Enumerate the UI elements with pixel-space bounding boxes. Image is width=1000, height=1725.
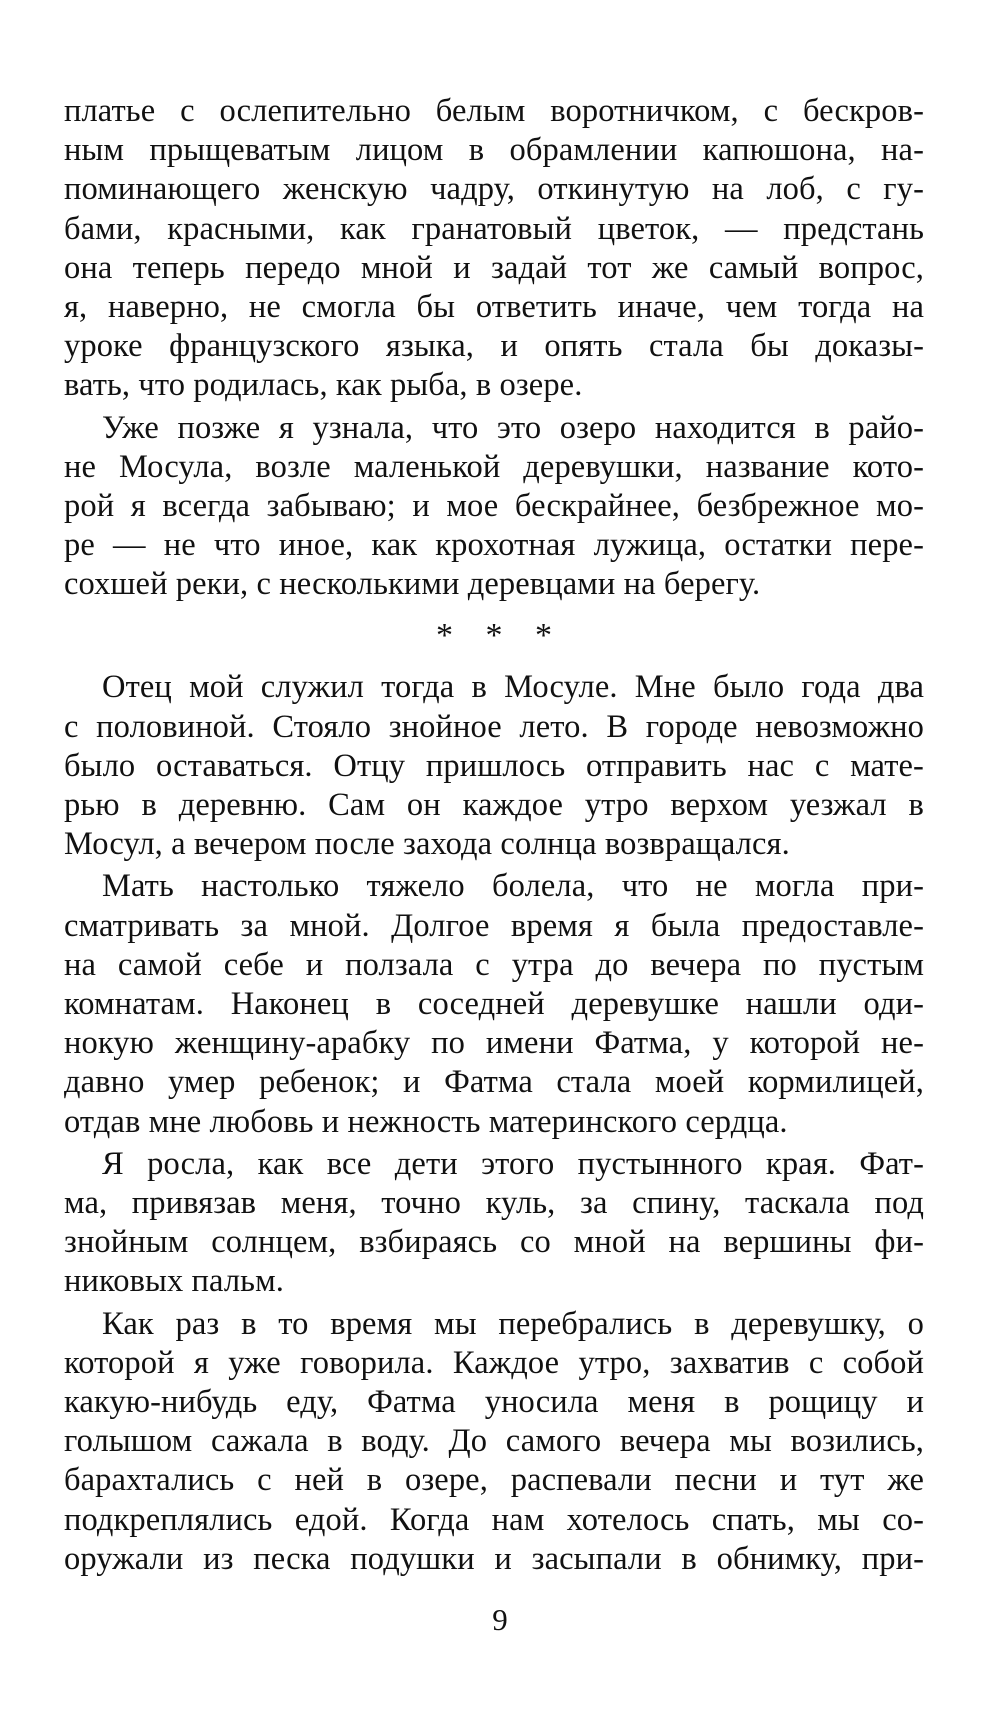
text-line: оружали из песка подушки и засыпали в обнимку, при- xyxy=(64,1541,924,1577)
text-line: платье с ослепительно белым воротничком, с бескров- xyxy=(64,93,924,129)
text-line: Мать настолько тяжело болела, что не могла при- xyxy=(102,868,924,904)
text-line: сматривать за мной. Долгое время я была предоставле- xyxy=(64,908,924,944)
text-line: не Мосула, возле маленькой деревушки, название кото- xyxy=(64,449,924,485)
text-line: вать, что родилась, как рыба, в озере. xyxy=(64,367,583,403)
text-line: Как раз в то время мы перебрались в деревушку, о xyxy=(102,1306,924,1342)
text-line: нокую женщину-арабку по имени Фатма, у которой не- xyxy=(64,1025,924,1061)
page-number: 9 xyxy=(492,1602,508,1637)
text-line: Мосул, а вечером после захода солнца возвращался. xyxy=(64,826,790,862)
text-line: Я росла, как все дети этого пустынного края. Фат- xyxy=(102,1146,924,1182)
text-line: барахтались с ней в озере, распевали песни и тут же xyxy=(64,1462,924,1498)
text-line: Отец мой служил тогда в Мосуле. Мне было года два xyxy=(102,669,924,705)
text-line: подкреплялись едой. Когда нам хотелось спать, мы со- xyxy=(64,1502,924,1538)
section-separator: * * * xyxy=(436,616,564,654)
text-line: было оставаться. Отцу пришлось отправить нас с мате- xyxy=(64,748,924,784)
text-line: отдав мне любовь и нежность материнского сердца. xyxy=(64,1104,788,1140)
text-line: ре — не что иное, как крохотная лужица, остатки пере- xyxy=(64,527,924,563)
text-line: сохшей реки, с несколькими деревцами на берегу. xyxy=(64,566,761,602)
text-line: никовых пальм. xyxy=(64,1263,284,1299)
text-line: ма, привязав меня, точно куль, за спину, таскала под xyxy=(64,1185,924,1221)
text-line: она теперь передо мной и задай тот же самый вопрос, xyxy=(64,250,924,286)
text-line: комнатам. Наконец в соседней деревушке нашли оди- xyxy=(64,986,924,1022)
text-line: уроке французского языка, и опять стала бы доказы- xyxy=(64,328,924,364)
text-line: поминающего женскую чадру, откинутую на лоб, с гу- xyxy=(64,171,924,207)
text-line: на самой себе и ползала с утра до вечера по пустым xyxy=(64,947,924,983)
text-line: голышом сажала в воду. До самого вечера мы возились, xyxy=(64,1423,924,1459)
text-line: знойным солнцем, взбираясь со мной на вершины фи- xyxy=(64,1224,924,1260)
text-line: бами, красными, как гранатовый цветок, — предстань xyxy=(64,211,924,247)
text-line: рой я всегда забываю; и мое бескрайнее, безбрежное мо- xyxy=(64,488,924,524)
text-line: Уже позже я узнала, что это озеро находится в райо- xyxy=(102,410,924,446)
text-line: с половиной. Стояло знойное лето. В городе невозможно xyxy=(64,709,924,745)
text-line: я, наверно, не смогла бы ответить иначе, чем тогда на xyxy=(64,289,924,325)
text-line: давно умер ребенок; и Фатма стала моей кормилицей, xyxy=(64,1064,924,1100)
text-line: ным прыщеватым лицом в обрамлении капюшона, на- xyxy=(64,132,924,168)
text-line: которой я уже говорила. Каждое утро, захватив с собой xyxy=(64,1345,924,1381)
text-line: какую-нибудь еду, Фатма уносила меня в рощицу и xyxy=(64,1384,924,1420)
text-line: рью в деревню. Сам он каждое утро верхом уезжал в xyxy=(64,787,924,823)
